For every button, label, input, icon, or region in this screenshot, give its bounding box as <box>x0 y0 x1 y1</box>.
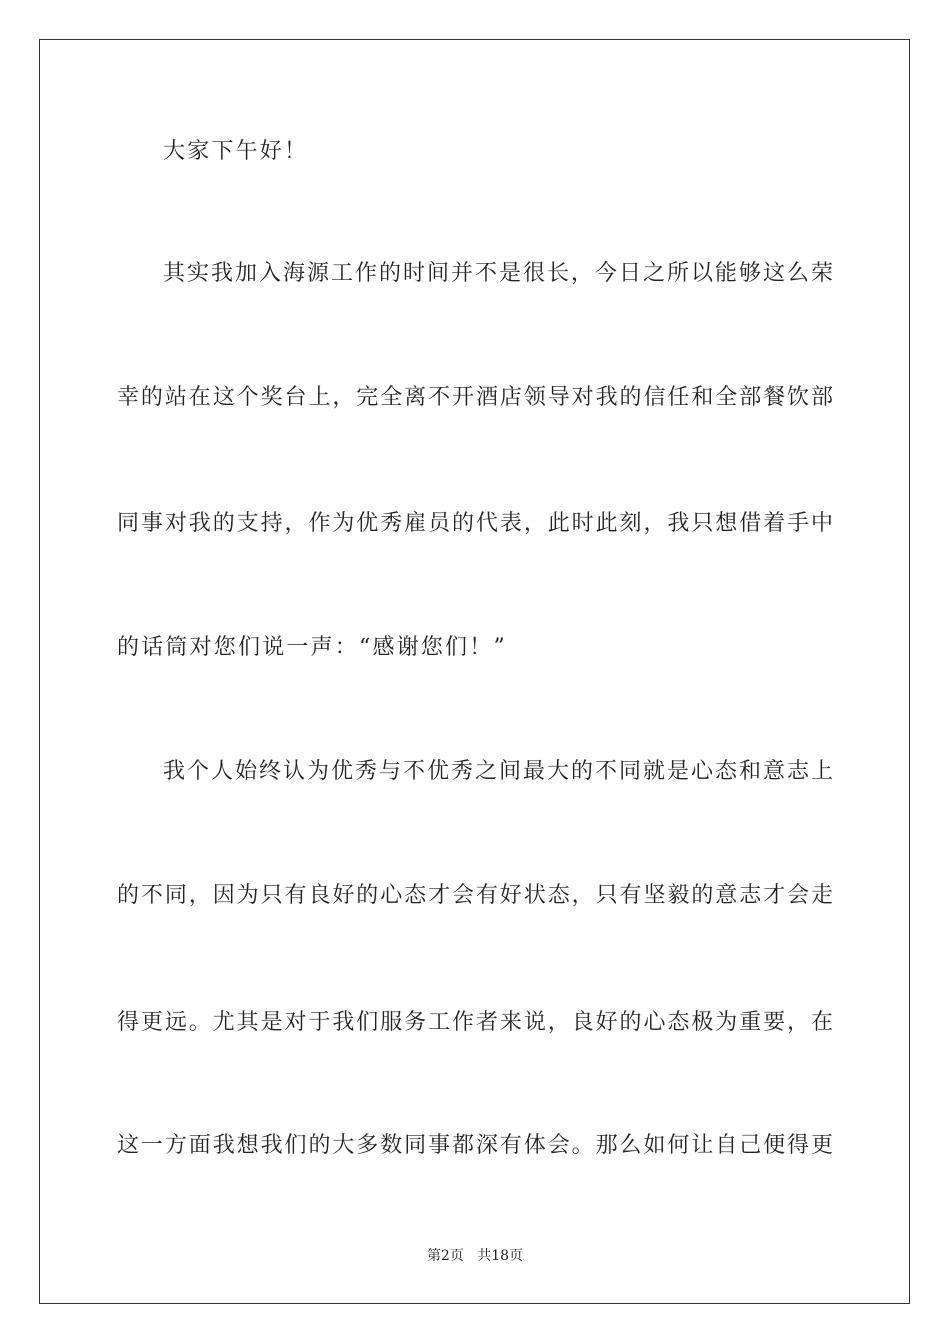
page-footer <box>0 1246 950 1266</box>
paragraph-2-line-4: 这一方面我想我们的大多数同事都深有体会。那么如何让自己便得更 <box>117 1133 833 1158</box>
page-border <box>39 39 910 1304</box>
paragraph-2-line-1: 我个人始终认为优秀与不优秀之间最大的不同就是心态和意志上 <box>163 759 833 784</box>
page-number: 第2页 <box>426 1248 464 1264</box>
paragraph-1-line-1: 其实我加入海源工作的时间并不是很长，今日之所以能够这么荣 <box>163 261 833 286</box>
paragraph-2-line-3: 得更远。尤其是对于我们服务工作者来说，良好的心态极为重要，在 <box>117 1010 833 1035</box>
paragraph-1-line-4: 的话筒对您们说一声：“感谢您们！” <box>117 635 507 660</box>
greeting-line: 大家下午好！ <box>163 139 309 164</box>
total-pages: 共18页 <box>477 1248 524 1264</box>
paragraph-1-line-3: 同事对我的支持，作为优秀雇员的代表，此时此刻，我只想借着手中 <box>117 511 833 536</box>
paragraph-1-line-2: 幸的站在这个奖台上，完全离不开酒店领导对我的信任和全部餐饮部 <box>117 385 833 410</box>
paragraph-2-line-2: 的不同，因为只有良好的心态才会有好状态，只有坚毅的意志才会走 <box>117 883 833 908</box>
